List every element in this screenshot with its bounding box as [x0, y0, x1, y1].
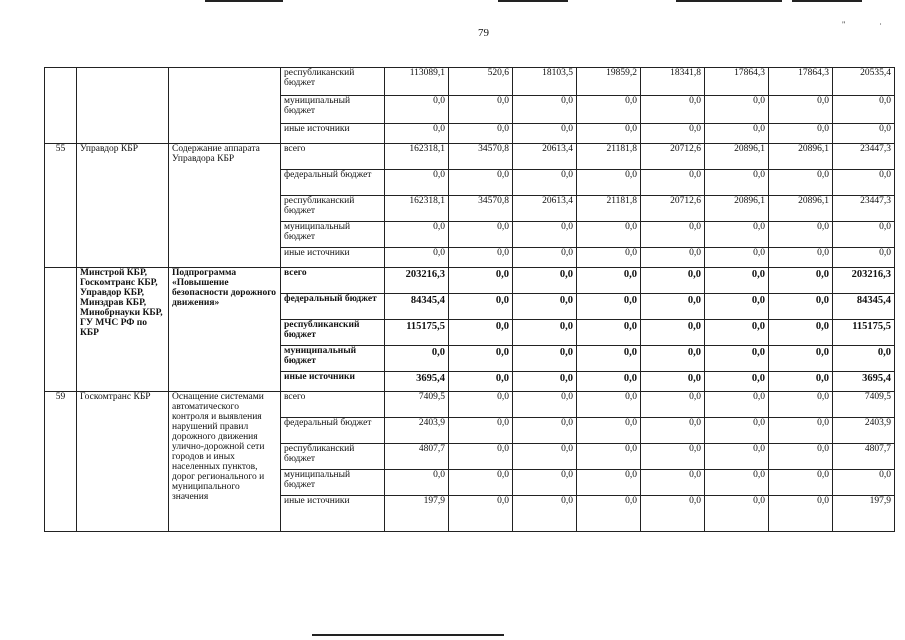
amount-cell: 0,0 — [705, 248, 769, 268]
amount-cell: 0,0 — [577, 294, 641, 320]
amount-cell: 0,0 — [513, 418, 577, 444]
budget-table — [44, 67, 895, 532]
amount-cell: 0,0 — [705, 294, 769, 320]
funding-source-cell: иные источники — [281, 496, 385, 532]
program-cell: Подпрограмма «Повышение безопасности дорожного движения» — [169, 268, 281, 392]
table-row — [45, 144, 895, 170]
row-number-cell — [45, 268, 77, 392]
organization-cell: Минстрой КБР, Госкомтранс КБР, Управдор КБР, Минздрав КБР, Минобрнауки КБР, ГУ МЧС РФ по КБР — [77, 268, 169, 392]
amount-cell: 7409,5 — [385, 392, 449, 418]
amount-cell: 0,0 — [577, 320, 641, 346]
amount-cell: 20896,1 — [769, 196, 833, 222]
row-number-cell — [45, 68, 77, 144]
funding-source-cell: республиканский бюджет — [281, 196, 385, 222]
bottom-scan-line — [312, 634, 504, 636]
amount-cell: 0,0 — [833, 222, 895, 248]
funding-source-cell: всего — [281, 144, 385, 170]
amount-cell: 20712,6 — [641, 196, 705, 222]
amount-cell: 0,0 — [769, 248, 833, 268]
amount-cell: 3695,4 — [385, 372, 449, 392]
amount-cell: 0,0 — [513, 248, 577, 268]
amount-cell: 2403,9 — [385, 418, 449, 444]
amount-cell: 0,0 — [705, 496, 769, 532]
amount-cell: 0,0 — [833, 346, 895, 372]
amount-cell: 0,0 — [769, 170, 833, 196]
funding-source-cell: республиканский бюджет — [281, 444, 385, 470]
amount-cell: 0,0 — [449, 470, 513, 496]
amount-cell: 0,0 — [705, 470, 769, 496]
funding-source-cell: иные источники — [281, 124, 385, 144]
amount-cell: 23447,3 — [833, 144, 895, 170]
amount-cell: 20896,1 — [769, 144, 833, 170]
amount-cell: 0,0 — [769, 124, 833, 144]
program-cell: Содержание аппарата Управдора КБР — [169, 144, 281, 268]
amount-cell: 162318,1 — [385, 144, 449, 170]
amount-cell: 0,0 — [769, 470, 833, 496]
amount-cell: 0,0 — [513, 170, 577, 196]
amount-cell: 0,0 — [641, 222, 705, 248]
amount-cell: 0,0 — [705, 346, 769, 372]
amount-cell: 0,0 — [577, 392, 641, 418]
funding-source-cell: республиканский бюджет — [281, 68, 385, 96]
amount-cell: 0,0 — [769, 496, 833, 532]
amount-cell: 0,0 — [641, 372, 705, 392]
amount-cell: 0,0 — [449, 496, 513, 532]
table-row — [45, 68, 895, 96]
amount-cell: 0,0 — [705, 268, 769, 294]
amount-cell: 0,0 — [641, 170, 705, 196]
row-number-cell: 59 — [45, 392, 77, 532]
amount-cell: 115175,5 — [385, 320, 449, 346]
organization-cell — [77, 68, 169, 144]
amount-cell: 0,0 — [513, 124, 577, 144]
amount-cell: 0,0 — [449, 96, 513, 124]
amount-cell: 0,0 — [449, 222, 513, 248]
amount-cell: 0,0 — [449, 294, 513, 320]
amount-cell: 23447,3 — [833, 196, 895, 222]
amount-cell: 20613,4 — [513, 144, 577, 170]
amount-cell: 0,0 — [705, 444, 769, 470]
amount-cell: 0,0 — [769, 392, 833, 418]
funding-source-cell: всего — [281, 268, 385, 294]
amount-cell: 0,0 — [449, 392, 513, 418]
amount-cell: 2403,9 — [833, 418, 895, 444]
amount-cell: 0,0 — [833, 170, 895, 196]
amount-cell: 0,0 — [577, 268, 641, 294]
funding-source-cell: федеральный бюджет — [281, 170, 385, 196]
amount-cell: 0,0 — [577, 496, 641, 532]
program-cell — [169, 68, 281, 144]
table-row — [45, 392, 895, 418]
amount-cell: 203216,3 — [385, 268, 449, 294]
organization-cell: Госкомтранс КБР — [77, 392, 169, 532]
amount-cell: 197,9 — [385, 496, 449, 532]
amount-cell: 0,0 — [385, 470, 449, 496]
amount-cell: 0,0 — [513, 320, 577, 346]
amount-cell: 19859,2 — [577, 68, 641, 96]
amount-cell: 18341,8 — [641, 68, 705, 96]
amount-cell: 0,0 — [577, 372, 641, 392]
funding-source-cell: муниципальный бюджет — [281, 222, 385, 248]
amount-cell: 17864,3 — [705, 68, 769, 96]
amount-cell: 21181,8 — [577, 144, 641, 170]
amount-cell: 0,0 — [449, 444, 513, 470]
amount-cell: 0,0 — [513, 346, 577, 372]
top-scan-line-4 — [792, 0, 862, 2]
amount-cell: 0,0 — [513, 96, 577, 124]
amount-cell: 17864,3 — [769, 68, 833, 96]
amount-cell: 0,0 — [833, 248, 895, 268]
amount-cell: 0,0 — [385, 248, 449, 268]
amount-cell: 0,0 — [577, 222, 641, 248]
amount-cell: 0,0 — [769, 418, 833, 444]
row-number-cell: 55 — [45, 144, 77, 268]
amount-cell: 20896,1 — [705, 144, 769, 170]
amount-cell: 4807,7 — [385, 444, 449, 470]
amount-cell: 0,0 — [449, 346, 513, 372]
amount-cell: 0,0 — [385, 170, 449, 196]
top-scan-line-3 — [676, 0, 782, 2]
corner-marks: " · — [842, 20, 898, 29]
amount-cell: 4807,7 — [833, 444, 895, 470]
amount-cell: 0,0 — [577, 346, 641, 372]
amount-cell: 0,0 — [705, 124, 769, 144]
amount-cell: 0,0 — [833, 124, 895, 144]
amount-cell: 0,0 — [513, 372, 577, 392]
amount-cell: 0,0 — [705, 170, 769, 196]
amount-cell: 0,0 — [641, 268, 705, 294]
amount-cell: 113089,1 — [385, 68, 449, 96]
amount-cell: 0,0 — [385, 222, 449, 248]
page-number: 79 — [478, 27, 489, 39]
amount-cell: 18103,5 — [513, 68, 577, 96]
amount-cell: 20613,4 — [513, 196, 577, 222]
amount-cell: 0,0 — [641, 470, 705, 496]
amount-cell: 0,0 — [641, 124, 705, 144]
amount-cell: 0,0 — [513, 470, 577, 496]
table-row — [45, 268, 895, 294]
funding-source-cell: муниципальный бюджет — [281, 96, 385, 124]
amount-cell: 0,0 — [769, 320, 833, 346]
funding-source-cell: федеральный бюджет — [281, 418, 385, 444]
amount-cell: 0,0 — [641, 248, 705, 268]
amount-cell: 0,0 — [641, 96, 705, 124]
funding-source-cell: муниципальный бюджет — [281, 346, 385, 372]
amount-cell: 0,0 — [577, 124, 641, 144]
funding-source-cell: республиканский бюджет — [281, 320, 385, 346]
amount-cell: 0,0 — [577, 248, 641, 268]
amount-cell: 0,0 — [449, 268, 513, 294]
amount-cell: 162318,1 — [385, 196, 449, 222]
amount-cell: 0,0 — [769, 294, 833, 320]
amount-cell: 7409,5 — [833, 392, 895, 418]
amount-cell: 0,0 — [449, 124, 513, 144]
amount-cell: 0,0 — [705, 96, 769, 124]
amount-cell: 0,0 — [641, 444, 705, 470]
amount-cell: 0,0 — [449, 170, 513, 196]
funding-source-cell: всего — [281, 392, 385, 418]
amount-cell: 34570,8 — [449, 144, 513, 170]
amount-cell: 0,0 — [641, 496, 705, 532]
amount-cell: 84345,4 — [833, 294, 895, 320]
amount-cell: 0,0 — [513, 444, 577, 470]
funding-source-cell: иные источники — [281, 248, 385, 268]
amount-cell: 0,0 — [705, 372, 769, 392]
amount-cell: 0,0 — [769, 372, 833, 392]
amount-cell: 0,0 — [769, 346, 833, 372]
amount-cell: 0,0 — [513, 268, 577, 294]
amount-cell: 84345,4 — [385, 294, 449, 320]
amount-cell: 0,0 — [449, 320, 513, 346]
amount-cell: 0,0 — [513, 294, 577, 320]
amount-cell: 0,0 — [385, 346, 449, 372]
amount-cell: 0,0 — [385, 124, 449, 144]
funding-source-cell: иные источники — [281, 372, 385, 392]
amount-cell: 0,0 — [641, 320, 705, 346]
amount-cell: 0,0 — [641, 294, 705, 320]
amount-cell: 0,0 — [449, 418, 513, 444]
amount-cell: 0,0 — [449, 372, 513, 392]
amount-cell: 21181,8 — [577, 196, 641, 222]
amount-cell: 0,0 — [577, 418, 641, 444]
amount-cell: 0,0 — [833, 96, 895, 124]
top-scan-line-1 — [205, 0, 283, 2]
amount-cell: 20896,1 — [705, 196, 769, 222]
program-cell: Оснащение системами автоматического контроля и выявления нарушений правил дорожного движения улично-дорожной сети городов и иных населенных пунктов, дорог регионального и муниципального значения — [169, 392, 281, 532]
top-scan-line-2 — [498, 0, 568, 2]
amount-cell: 0,0 — [641, 346, 705, 372]
amount-cell: 0,0 — [577, 96, 641, 124]
amount-cell: 0,0 — [577, 170, 641, 196]
amount-cell: 34570,8 — [449, 196, 513, 222]
amount-cell: 3695,4 — [833, 372, 895, 392]
amount-cell: 0,0 — [577, 444, 641, 470]
funding-source-cell: федеральный бюджет — [281, 294, 385, 320]
amount-cell: 520,6 — [449, 68, 513, 96]
amount-cell: 0,0 — [577, 470, 641, 496]
funding-source-cell: муниципальный бюджет — [281, 470, 385, 496]
amount-cell: 0,0 — [769, 444, 833, 470]
amount-cell: 0,0 — [705, 392, 769, 418]
amount-cell: 20712,6 — [641, 144, 705, 170]
amount-cell: 0,0 — [769, 96, 833, 124]
amount-cell: 0,0 — [705, 222, 769, 248]
amount-cell: 0,0 — [513, 496, 577, 532]
amount-cell: 203216,3 — [833, 268, 895, 294]
amount-cell: 0,0 — [513, 392, 577, 418]
amount-cell: 115175,5 — [833, 320, 895, 346]
amount-cell: 0,0 — [833, 470, 895, 496]
amount-cell: 0,0 — [513, 222, 577, 248]
amount-cell: 0,0 — [641, 418, 705, 444]
amount-cell: 0,0 — [449, 248, 513, 268]
amount-cell: 0,0 — [769, 222, 833, 248]
amount-cell: 0,0 — [385, 96, 449, 124]
organization-cell: Управдор КБР — [77, 144, 169, 268]
amount-cell: 0,0 — [705, 418, 769, 444]
amount-cell: 197,9 — [833, 496, 895, 532]
amount-cell: 20535,4 — [833, 68, 895, 96]
amount-cell: 0,0 — [641, 392, 705, 418]
amount-cell: 0,0 — [705, 320, 769, 346]
amount-cell: 0,0 — [769, 268, 833, 294]
